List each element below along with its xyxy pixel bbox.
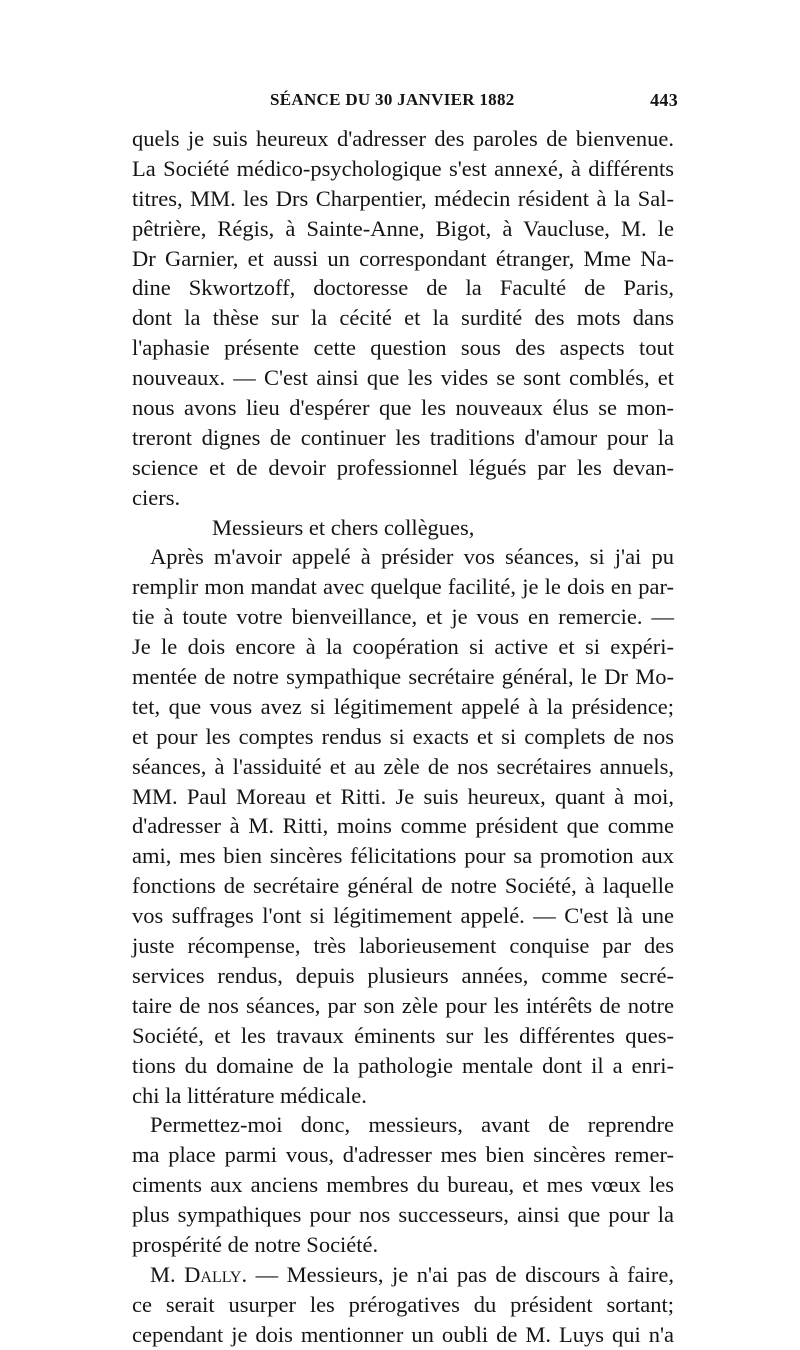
- text-line: Permettez-moi donc, messieurs, avant de reprendre: [150, 1112, 674, 1138]
- text-line: plus sympathiques pour nos successeurs, ainsi que pour la: [132, 1202, 674, 1228]
- paragraph-closing: [132, 1110, 674, 1259]
- text-line: remplir mon mandat avec quelque facilité, je le dois en par-: [132, 574, 674, 600]
- text-line: tet, que vous avez si légitimement appelé à la présidence;: [132, 693, 674, 719]
- text-line: taire de nos séances, par son zèle pour les intérêts de notre: [132, 992, 674, 1018]
- text-line: l'aphasie présente cette question sous des aspects tout: [132, 335, 674, 361]
- page-number: 443: [650, 90, 678, 110]
- body-text: [132, 124, 674, 1350]
- text-line: tie à toute votre bienveillance, et je vous en remercie. —: [132, 604, 674, 630]
- paragraph-thanks: [132, 542, 674, 1110]
- text-line: Dr Garnier, et aussi un correspondant étranger, Mme Na-: [132, 245, 674, 271]
- text-line: ma place parmi vous, d'adresser mes bien sincères remer-: [132, 1142, 674, 1168]
- text-line: quels je suis heureux d'adresser des paroles de bienvenue.: [132, 126, 674, 151]
- text-line: dont la thèse sur la cécité et la surdité des mots dans: [132, 305, 674, 331]
- text-line: dine Skwortzoff, doctoresse de la Faculté de Paris,: [132, 275, 674, 301]
- text-line: tions du domaine de la pathologie mentale dont il a enri-: [132, 1052, 674, 1078]
- text-line: ciments aux anciens membres du bureau, et mes vœux les: [132, 1172, 674, 1198]
- text-line: chi la littérature médicale.: [132, 1082, 367, 1108]
- text-line: vos suffrages l'ont si légitimement appelé. — C'est là une: [132, 903, 674, 929]
- text-line: ami, mes bien sincères félicitations pour sa promotion aux: [132, 843, 674, 869]
- text-line: ce serait usurper les prérogatives du président sortant;: [132, 1291, 674, 1317]
- text-line: fonctions de secrétaire général de notre Société, à laquelle: [132, 873, 674, 899]
- text-line: Je le dois encore à la coopération si active et si expéri-: [132, 634, 674, 660]
- text-line: nous avons lieu d'espérer que les nouveaux élus se mon-: [132, 395, 674, 421]
- text-line: Après m'avoir appelé à présider vos séances, si j'ai pu: [150, 544, 674, 570]
- text-line: et pour les comptes rendus si exacts et si complets de nos: [132, 723, 674, 749]
- text-line: science et de devoir professionnel légués par les devan-: [132, 454, 674, 480]
- salutation-line: Messieurs et chers collègues,: [212, 514, 475, 540]
- speaker-name: M. Dally.: [150, 1261, 248, 1287]
- page-header: [130, 90, 678, 116]
- text-line: d'adresser à M. Ritti, moins comme président que comme: [132, 813, 674, 839]
- text-line: treront dignes de continuer les traditions d'amour pour la: [132, 424, 674, 450]
- text-line: nouveaux. — C'est ainsi que les vides se sont comblés, et: [132, 365, 674, 391]
- paragraph-dally: [132, 1260, 674, 1350]
- text-line: ciers.: [132, 484, 181, 510]
- paragraph-salutation: [132, 513, 674, 543]
- text-line: cependant je dois mentionner un oubli de M. Luys qui n'a: [132, 1321, 674, 1347]
- text-line: services rendus, depuis plusieurs années, comme secré-: [132, 962, 674, 988]
- text-line: titres, MM. les Drs Charpentier, médecin résident à la Sal-: [132, 185, 674, 211]
- text-line: Société, et les travaux éminents sur les différentes ques-: [132, 1022, 674, 1048]
- text-line: séances, à l'assiduité et au zèle de nos secrétaires annuels,: [132, 753, 674, 779]
- text-line: MM. Paul Moreau et Ritti. Je suis heureux, quant à moi,: [132, 783, 674, 809]
- text-line: mentée de notre sympathique secrétaire général, le Dr Mo-: [132, 664, 674, 690]
- text-line: juste récompense, très laborieusement conquise par des: [132, 933, 674, 959]
- speech-text: — Messieurs, je n'ai pas de discours à faire,: [247, 1261, 674, 1287]
- text-line: prospérité de notre Société.: [132, 1231, 379, 1257]
- running-title: SÉANCE DU 30 JANVIER 1882: [270, 90, 515, 109]
- text-line: pêtrière, Régis, à Sainte-Anne, Bigot, à Vaucluse, M. le: [132, 215, 674, 241]
- text-line: La Société médico-psychologique s'est annexé, à différents: [132, 155, 674, 181]
- text-line: [132, 1260, 674, 1290]
- paragraph-welcome: [132, 124, 674, 513]
